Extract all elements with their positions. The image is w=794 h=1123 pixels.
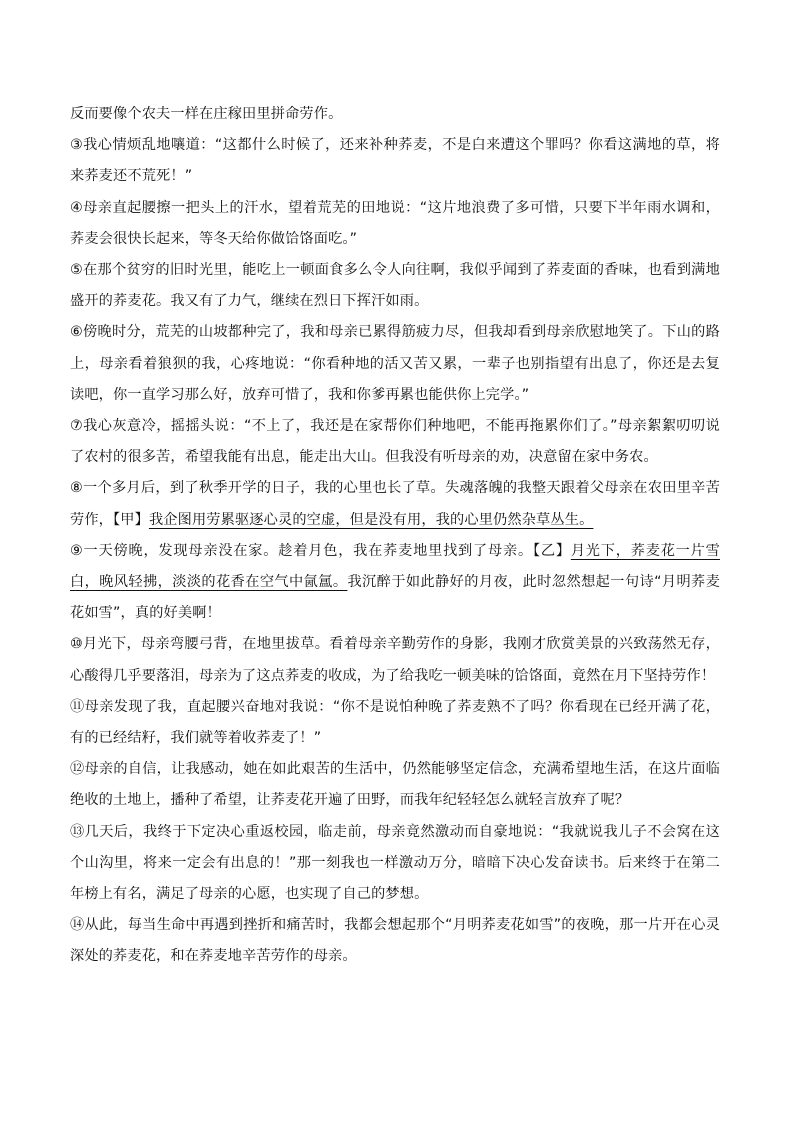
paragraph-4: ④母亲直起腰擦一把头上的汗水，望着荒芜的田地说：“这片地浪费了多可惜，只要下半年雨水调和，荞麦会很快长起来，等冬天给你做饸饹面吃。” <box>70 199 720 247</box>
paragraph-11: ⑪母亲发现了我，直起腰兴奋地对我说：“你不是说怕种晚了荞麦熟不了吗？你看现在已经开满了花，有的已经结籽，我们就等着收荞麦了！” <box>70 698 720 747</box>
paragraph-9 <box>70 536 720 630</box>
paragraph-12: ⑫母亲的自信，让我感动，她在如此艰苦的生活中，仍然能够坚定信念，充满希望地生活，在这片面临绝收的土地上，播种了希望，让荞麦花开遍了田野，而我年纪轻轻怎么就轻言放弃了呢？ <box>70 761 720 809</box>
underlined-sentence-jia: 我企图用劳累驱逐心灵的空虚，但是没有用，我的心里仍然杂草丛生。 <box>148 511 594 528</box>
paragraph-9-text: ⑨一天傍晚，发现母亲没在家。趁着月色，我在荞麦地里找到了母亲。【乙】 <box>70 542 571 559</box>
paragraph-7: ⑦我心灰意冷，摇摇头说：“不上了，我还是在家帮你们种地吧，不能再拖累你们了。”母亲絮絮叨叨说了农村的很多苦，希望我能有出息，能走出大山。但我没有听母亲的劝，决意留在家中务农。 <box>70 418 720 466</box>
paragraph-6: ⑥傍晚时分，荒芜的山坡都种完了，我和母亲已累得筋疲力尽，但我却看到母亲欣慰地笑了。下山的路上，母亲看着狼狈的我，心疼地说：“你看种地的活又苦又累，一辈子也别指望有出息了，你还是去复读吧，你一直学习那么好，放弃可惜了，我和你爹再累也能供你上完学。” <box>70 324 720 403</box>
paragraph-8-text: ⑧一个多月后，到了秋季开学的日子，我的心里也长了草。失魂落魄的我整天跟着父母亲在农田里辛苦劳作，【甲】 <box>70 480 720 528</box>
document-body <box>70 99 720 973</box>
paragraph-3: ③我心情烦乱地嚷道：“这都什么时候了，还来补种荞麦，不是白来遭这个罪吗？你看这满地的草，将来荞麦还不荒死！” <box>70 137 720 185</box>
paragraph-10: ⑩月光下，母亲弯腰弓背，在地里拔草。看着母亲辛勤劳作的身影，我刚才欣赏美景的兴致荡然无存，心酸得几乎要落泪，母亲为了这点荞麦的收成，为了给我吃一顿美味的饸饹面，竟然在月下坚持劳作！ <box>70 636 720 684</box>
paragraph-5: ⑤在那个贫穷的旧时光里，能吃上一顿面食多么令人向往啊，我似乎闻到了荞麦面的香味，也看到满地盛开的荞麦花。我又有了力气，继续在烈日下挥汗如雨。 <box>70 262 720 310</box>
paragraph-9-text-tail: 我沉醉于如此静好的月夜，此时忽然想起一句诗“月明荞麦花如雪”，真的好美啊！ <box>70 574 720 622</box>
paragraph-14: ⑭从此，每当生命中再遇到挫折和痛苦时，我都会想起那个“月明荞麦花如雪”的夜晚，那一片开在心灵深处的荞麦花，和在荞麦地辛苦劳作的母亲。 <box>70 917 720 965</box>
underlined-sentence-yi: 月光下，荞麦花一片雪白，晚风轻拂，淡淡的花香在空气中氤氲。 <box>70 542 720 591</box>
paragraph-13: ⑬几天后，我终于下定决心重返校园，临走前，母亲竟然激动而自豪地说：“我就说我儿子不会窝在这个山沟里，将来一定会有出息的！”那一刻我也一样激动万分，暗暗下决心发奋读书。后来终于在第二年榜上有名，满足了母亲的心愿，也实现了自己的梦想。 <box>70 823 720 903</box>
paragraph-8 <box>70 473 720 535</box>
paragraph-continuation: 反而要像个农夫一样在庄稼田里拼命劳作。 <box>70 106 343 122</box>
